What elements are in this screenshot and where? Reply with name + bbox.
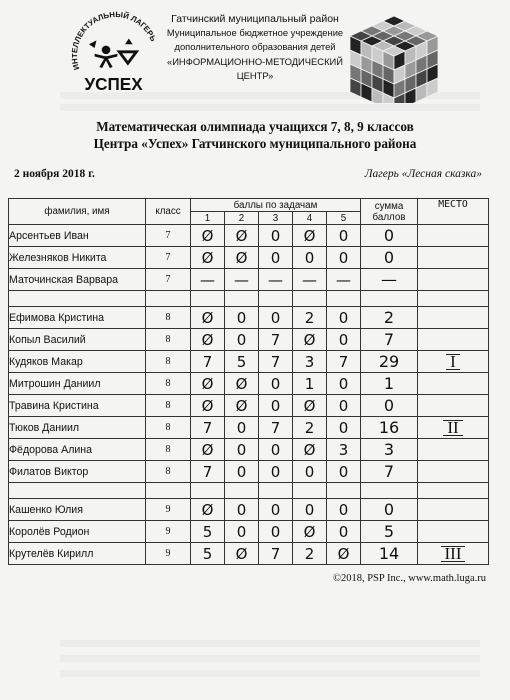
column-header-class: класс <box>146 199 191 225</box>
total-score: 0 <box>361 499 418 521</box>
problem-score: 2 <box>293 307 327 329</box>
column-header-scores: баллы по задачам <box>191 199 361 212</box>
org-line-education: дополнительного образования детей <box>174 41 336 53</box>
total-score: 2 <box>361 307 418 329</box>
student-class: 8 <box>146 351 191 373</box>
problem-score: Ø <box>293 225 327 247</box>
student-class: 8 <box>146 417 191 439</box>
problem-score: — <box>191 269 225 291</box>
student-name: Тюков Даниил <box>9 417 146 439</box>
problem-score: Ø <box>191 329 225 351</box>
event-date: 2 ноября 2018 г. <box>14 168 95 180</box>
document-title <box>0 118 510 152</box>
problem-score: Ø <box>225 395 259 417</box>
problem-score: 0 <box>293 461 327 483</box>
problem-score: Ø <box>293 439 327 461</box>
problem-score: Ø <box>225 225 259 247</box>
problem-score: 0 <box>327 225 361 247</box>
table-row <box>9 395 489 417</box>
table-row <box>9 247 489 269</box>
problem-score: Ø <box>225 373 259 395</box>
student-class: 8 <box>146 439 191 461</box>
problem-score: 5 <box>191 543 225 565</box>
place-cell <box>418 499 489 521</box>
problem-score: 0 <box>225 521 259 543</box>
empty-cell <box>361 291 418 307</box>
problem-score: 7 <box>259 329 293 351</box>
place-roman: I <box>446 354 460 370</box>
table-row <box>9 307 489 329</box>
svg-text:ИНТЕЛЛЕКТУАЛЬНЫЙ ЛАГЕРЬ <box>70 10 158 71</box>
student-name: Маточинская Варвара <box>9 269 146 291</box>
problem-score: Ø <box>191 247 225 269</box>
problem-score: Ø <box>225 247 259 269</box>
problem-score: — <box>293 269 327 291</box>
student-class: 7 <box>146 269 191 291</box>
empty-cell <box>327 483 361 499</box>
problem-score: 7 <box>191 417 225 439</box>
problem-score: — <box>327 269 361 291</box>
total-score: 0 <box>361 395 418 417</box>
total-score: 7 <box>361 329 418 351</box>
total-score: 0 <box>361 225 418 247</box>
place-cell <box>418 543 489 565</box>
student-class: 8 <box>146 395 191 417</box>
student-class: 9 <box>146 499 191 521</box>
empty-cell <box>418 291 489 307</box>
place-cell <box>418 269 489 291</box>
total-score: 7 <box>361 461 418 483</box>
camp-name: Лагерь «Лесная сказка» <box>364 168 482 180</box>
place-cell <box>418 329 489 351</box>
problem-score: 0 <box>259 521 293 543</box>
problem-score: Ø <box>191 373 225 395</box>
empty-cell <box>146 483 191 499</box>
column-header-sum: сумма баллов <box>361 199 418 225</box>
problem-score: 0 <box>327 461 361 483</box>
total-score: 0 <box>361 247 418 269</box>
empty-cell <box>191 483 225 499</box>
student-class: 9 <box>146 543 191 565</box>
bleed-through-line <box>60 104 480 111</box>
org-line-institution: Муниципальное бюджетное учреждение <box>166 27 344 39</box>
problem-score: 0 <box>327 521 361 543</box>
place-cell <box>418 351 489 373</box>
organization-header <box>150 12 360 83</box>
total-score: 5 <box>361 521 418 543</box>
problem-score: 0 <box>259 307 293 329</box>
table-row <box>9 543 489 565</box>
table-row <box>9 225 489 247</box>
total-score: 1 <box>361 373 418 395</box>
student-name: Королёв Родион <box>9 521 146 543</box>
problem-score: Ø <box>293 395 327 417</box>
problem-score: 7 <box>259 351 293 373</box>
logo-arc-text: ИНТЕЛЛЕКТУАЛЬНЫЙ ЛАГЕРЬ <box>70 10 158 71</box>
problem-score: 0 <box>327 373 361 395</box>
place-cell <box>418 417 489 439</box>
problem-score: 0 <box>259 499 293 521</box>
place-cell <box>418 373 489 395</box>
problem-score: Ø <box>293 521 327 543</box>
place-cell <box>418 439 489 461</box>
problem-score: 0 <box>225 307 259 329</box>
total-score: 14 <box>361 543 418 565</box>
student-class: 8 <box>146 461 191 483</box>
problem-score: 0 <box>327 417 361 439</box>
place-roman: II <box>443 420 462 436</box>
problem-score: Ø <box>191 307 225 329</box>
total-score: 3 <box>361 439 418 461</box>
empty-cell <box>361 483 418 499</box>
student-name: Митрошин Даниил <box>9 373 146 395</box>
problem-score: 0 <box>225 329 259 351</box>
problem-score: 2 <box>293 543 327 565</box>
results-body <box>9 225 489 565</box>
empty-cell <box>191 291 225 307</box>
problem-score: 0 <box>225 439 259 461</box>
cube-emblem <box>336 8 456 103</box>
problem-score: — <box>225 269 259 291</box>
problem-score: 3 <box>327 439 361 461</box>
student-name: Фёдорова Алина <box>9 439 146 461</box>
empty-cell <box>259 483 293 499</box>
problem-score: 0 <box>327 307 361 329</box>
problem-score: Ø <box>191 225 225 247</box>
problem-score: 0 <box>327 395 361 417</box>
column-header-problem-5: 5 <box>327 212 361 225</box>
org-line-district: Гатчинский муниципальный район <box>171 13 339 25</box>
empty-cell <box>225 483 259 499</box>
table-row <box>9 269 489 291</box>
student-name: Травина Кристина <box>9 395 146 417</box>
problem-score: 0 <box>225 499 259 521</box>
empty-cell <box>418 483 489 499</box>
table-row <box>9 373 489 395</box>
student-class: 8 <box>146 329 191 351</box>
place-cell <box>418 521 489 543</box>
group-separator <box>9 483 489 499</box>
problem-score: 0 <box>259 225 293 247</box>
student-name: Кашенко Юлия <box>9 499 146 521</box>
table-row <box>9 329 489 351</box>
empty-cell <box>327 291 361 307</box>
problem-score: Ø <box>293 329 327 351</box>
table-row <box>9 351 489 373</box>
problem-score: 7 <box>191 351 225 373</box>
title-line-1: Математическая олимпиада учащихся 7, 8, 9 классов <box>96 119 414 134</box>
column-header-place: МЕСТО <box>418 199 489 225</box>
bleed-through-line <box>60 655 480 662</box>
table-row <box>9 439 489 461</box>
table-row <box>9 499 489 521</box>
column-header-name: фамилия, имя <box>9 199 146 225</box>
empty-cell <box>9 291 146 307</box>
problem-score: 2 <box>293 417 327 439</box>
student-class: 9 <box>146 521 191 543</box>
problem-score: 0 <box>259 395 293 417</box>
problem-score: 0 <box>327 329 361 351</box>
student-class: 7 <box>146 247 191 269</box>
empty-cell <box>259 291 293 307</box>
problem-score: 0 <box>259 461 293 483</box>
problem-score: 0 <box>259 439 293 461</box>
column-header-problem-2: 2 <box>225 212 259 225</box>
problem-score: 7 <box>191 461 225 483</box>
place-cell <box>418 225 489 247</box>
problem-score: 0 <box>259 373 293 395</box>
problem-score: 0 <box>293 247 327 269</box>
figure-icon <box>89 39 136 68</box>
column-header-problem-3: 3 <box>259 212 293 225</box>
group-separator <box>9 291 489 307</box>
total-score: — <box>361 269 418 291</box>
logo-name: УСПЕХ <box>84 74 143 94</box>
student-name: Филатов Виктор <box>9 461 146 483</box>
problem-score: Ø <box>191 395 225 417</box>
problem-score: 7 <box>259 543 293 565</box>
student-class: 8 <box>146 307 191 329</box>
total-score: 29 <box>361 351 418 373</box>
empty-cell <box>293 483 327 499</box>
student-name: Крутелёв Кирилл <box>9 543 146 565</box>
problem-score: Ø <box>191 499 225 521</box>
student-name: Арсентьев Иван <box>9 225 146 247</box>
problem-score: 0 <box>327 247 361 269</box>
table-row <box>9 417 489 439</box>
problem-score: Ø <box>191 439 225 461</box>
problem-score: Ø <box>327 543 361 565</box>
problem-score: 0 <box>327 499 361 521</box>
student-name: Железняков Никита <box>9 247 146 269</box>
cube-grid <box>350 16 438 103</box>
empty-cell <box>293 291 327 307</box>
student-name: Кудяков Макар <box>9 351 146 373</box>
empty-cell <box>146 291 191 307</box>
bleed-through-line <box>60 640 480 647</box>
place-cell <box>418 307 489 329</box>
place-roman: III <box>441 546 466 562</box>
header-row <box>9 199 489 212</box>
problem-score: 7 <box>259 417 293 439</box>
problem-score: Ø <box>225 543 259 565</box>
place-cell <box>418 395 489 417</box>
results-table <box>8 198 489 565</box>
empty-cell <box>225 291 259 307</box>
problem-score: 3 <box>293 351 327 373</box>
problem-score: 0 <box>259 247 293 269</box>
problem-score: — <box>259 269 293 291</box>
copyright: ©2018, PSP Inc., www.math.luga.ru <box>332 573 486 584</box>
bleed-through-line <box>60 670 480 677</box>
org-line-center: «ИНФОРМАЦИОННО-МЕТОДИЧЕСКИЙ ЦЕНТР» <box>166 55 344 81</box>
student-class: 8 <box>146 373 191 395</box>
total-score: 16 <box>361 417 418 439</box>
student-name: Копыл Василий <box>9 329 146 351</box>
problem-score: 0 <box>225 417 259 439</box>
problem-score: 0 <box>225 461 259 483</box>
title-line-2: Центра «Успех» Гатчинского муниципального района <box>93 136 417 151</box>
empty-cell <box>9 483 146 499</box>
problem-score: 5 <box>191 521 225 543</box>
problem-score: 5 <box>225 351 259 373</box>
column-header-problem-1: 1 <box>191 212 225 225</box>
problem-score: 7 <box>327 351 361 373</box>
column-header-problem-4: 4 <box>293 212 327 225</box>
table-row <box>9 461 489 483</box>
camp-logo <box>68 10 163 105</box>
problem-score: 0 <box>293 499 327 521</box>
student-class: 7 <box>146 225 191 247</box>
place-cell <box>418 461 489 483</box>
problem-score: 1 <box>293 373 327 395</box>
student-name: Ефимова Кристина <box>9 307 146 329</box>
place-cell <box>418 247 489 269</box>
table-row <box>9 521 489 543</box>
